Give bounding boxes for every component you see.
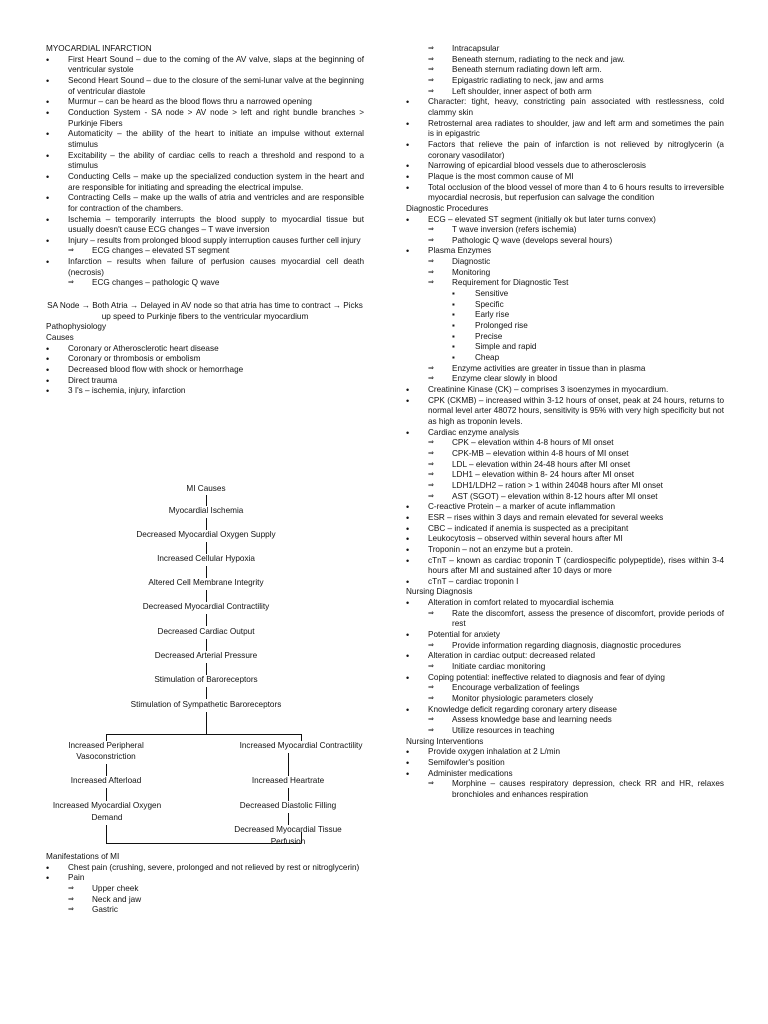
list-item: • Infarction – results when failure of perfusion causes myocardial cell death (necrosis) <box>46 257 364 278</box>
list-item: • CPK (CKMB) – increased within 3-12 hours of onset, peak at 24 hours, returns to normal level arter 48072 hours, sensitivity is 95% with very high specificity but not as high as troponin levels. <box>406 396 724 428</box>
flow-connector <box>106 734 107 741</box>
flow-node: Increased Heartrate <box>251 776 325 785</box>
list-item: • Narrowing of epicardial blood vessels due to atherosclerosis <box>406 161 724 172</box>
list-item: • Creatinine Kinase (CK) – comprises 3 isoenzymes in myocardium. <box>406 385 724 396</box>
list-subitem: ⇒ AST (SGOT) – elevation within 8-12 hours after MI onset <box>406 492 724 503</box>
list-subsubitem: ▪ Prolonged rise <box>406 321 724 332</box>
list-item: • Chest pain (crushing, severe, prolonged and not relieved by rest or nitroglycerin) <box>46 863 364 874</box>
list-subitem: ⇒ Upper cheek <box>46 884 364 895</box>
list-subitem: ⇒ LDH1/LDH2 – ration > 1 within 24048 hours after MI onset <box>406 481 724 492</box>
section-heading-manifestations: Manifestations of MI <box>46 852 120 861</box>
list-item: • ESR – rises within 3 days and remain elevated for several weeks <box>406 513 724 524</box>
list-item: • C-reactive Protein – a marker of acute inflammation <box>406 502 724 513</box>
list-subitem: ⇒ Rate the discomfort, assess the presence of discomfort, provide periods of rest <box>406 609 724 630</box>
list-subitem: ⇒ Requirement for Diagnostic Test <box>406 278 724 289</box>
list-item: • Conducting Cells – make up the specialized conduction system in the heart and are responsible for initiating and spreading the electrical impulse. <box>46 172 364 193</box>
list-subitem: ⇒ CPK-MB – elevation within 4-8 hours of MI onset <box>406 449 724 460</box>
list-subitem: ⇒ Enzyme activities are greater in tissue than in plasma <box>406 364 724 375</box>
list-subsubitem: ▪ Simple and rapid <box>406 342 724 353</box>
right-column <box>406 44 724 801</box>
list-item: • Injury – results from prolonged blood supply interruption causes further cell injury <box>46 236 364 247</box>
list-item: • cTnT – cardiac troponin I <box>406 577 724 588</box>
list-subitem: ⇒ Gastric <box>46 905 364 916</box>
list-item: • Leukocytosis – observed within several hours after MI <box>406 534 724 545</box>
list-item: • Alteration in cardiac output: decreased related <box>406 651 724 662</box>
list-item: • Second Heart Sound – due to the closure of the semi-lunar valve at the beginning of ventricular diastole <box>46 76 364 97</box>
list-item: • Semifowler's position <box>406 758 724 769</box>
list-subitem: ⇒ Morphine – causes respiratory depression, check RR and HR, relaxes bronchioles and enhances respiration <box>406 779 724 800</box>
list-subitem: ⇒ Beneath sternum radiating down left arm. <box>406 65 724 76</box>
page-title: MYOCARDIAL INFARCTION <box>46 44 152 53</box>
list-item: • Cardiac enzyme analysis <box>406 428 724 439</box>
list-item: • Coping potential: ineffective related to diagnosis and fear of dying <box>406 673 724 684</box>
list-item: • Knowledge deficit regarding coronary artery disease <box>406 705 724 716</box>
pain-sites-list <box>406 44 724 97</box>
list-subitem: ⇒ Monitoring <box>406 268 724 279</box>
list-subitem: ⇒ Diagnostic <box>406 257 724 268</box>
flow-connector <box>206 518 207 530</box>
causes-list <box>46 344 364 397</box>
list-subsubitem: ▪ Cheap <box>406 353 724 364</box>
list-item: • 3 I's – ischemia, injury, infarction <box>46 386 364 397</box>
list-item: • Decreased blood flow with shock or hemorrhage <box>46 365 364 376</box>
list-subitem: ⇒ Provide information regarding diagnosis, diagnostic procedures <box>406 641 724 652</box>
list-subitem: ⇒ Encourage verbalization of feelings <box>406 683 724 694</box>
section-heading-pathophysiology: Pathophysiology <box>46 322 107 332</box>
list-item: • ECG – elevated ST segment (initially ok but later turns convex) <box>406 215 724 226</box>
list-item: • Administer medications <box>406 769 724 780</box>
flow-node: Altered Cell Membrane Integrity <box>148 578 264 587</box>
flow-connector <box>288 753 289 776</box>
nursing-interventions-list <box>406 747 724 800</box>
list-item: • Character: tight, heavy, constricting pain associated with restlessness, cold clammy skin <box>406 97 724 118</box>
list-item: • Factors that relieve the pain of infarction is not relieved by nitroglycerin (a coronary vasodilator) <box>406 140 724 161</box>
flow-connector <box>288 788 289 801</box>
list-item: • Troponin – not an enzyme but a protein. <box>406 545 724 556</box>
flow-node: Stimulation of Baroreceptors <box>154 675 258 684</box>
list-subitem: ⇒ Pathologic Q wave (develops several hours) <box>406 236 724 247</box>
list-subitem: ⇒ Utilize resources in teaching <box>406 726 724 737</box>
list-subitem: ⇒ LDH1 – elevation within 8- 24 hours after MI onset <box>406 470 724 481</box>
flow-node: Demand <box>91 813 123 822</box>
list-item: • Pain <box>46 873 364 884</box>
flow-node: Vasoconstriction <box>76 752 136 761</box>
list-subitem: ⇒ CPK – elevation within 4-8 hours of MI onset <box>406 438 724 449</box>
flow-connector <box>106 788 107 801</box>
list-item: • cTnT – known as cardiac troponin T (cardiospecific polypeptide), rises within 3-4 hours after MI and sustained after 10 days or more <box>406 556 724 577</box>
flow-node: Increased Afterload <box>70 776 142 785</box>
list-item: • Alteration in comfort related to myocardial ischemia <box>406 598 724 609</box>
flow-connector <box>106 764 107 776</box>
flow-node: Perfusion <box>270 837 306 846</box>
flow-node: Decreased Cardiac Output <box>157 627 255 636</box>
list-subitem: ⇒ Epigastric radiating to neck, jaw and arms <box>406 76 724 87</box>
list-item: • Provide oxygen inhalation at 2 L/min <box>406 747 724 758</box>
list-item: • Potential for anxiety <box>406 630 724 641</box>
flow-connector <box>206 590 207 602</box>
list-subitem: ⇒ Intracapsular <box>406 44 724 55</box>
list-item: • Coronary or Atherosclerotic heart disease <box>46 344 364 355</box>
list-subitem: ⇒ Enzyme clear slowly in blood <box>406 374 724 385</box>
list-item: • Conduction System - SA node > AV node > left and right bundle branches > Purkinje Fibers <box>46 108 364 129</box>
flow-node: Myocardial Ischemia <box>168 506 244 515</box>
flow-node: Decreased Myocardial Contractility <box>142 602 270 611</box>
section-heading-diagnostic: Diagnostic Procedures <box>406 203 489 213</box>
flow-node: Increased Peripheral <box>68 741 144 750</box>
list-subsubitem: ▪ Sensitive <box>406 289 724 300</box>
list-item: • Coronary or thrombosis or embolism <box>46 354 364 365</box>
list-item: • Plasma Enzymes <box>406 246 724 257</box>
list-item: • Ischemia – temporarily interrupts the blood supply to myocardial tissue but usually doesn't cause ECG changes – T wave inversion <box>46 215 364 236</box>
flow-node: MI Causes <box>186 484 226 493</box>
list-item: • Direct trauma <box>46 376 364 387</box>
list-subsubitem: ▪ Early rise <box>406 310 724 321</box>
flow-node: Increased Myocardial Contractility <box>239 741 363 750</box>
flow-connector <box>206 663 207 675</box>
list-subitem: ⇒ Left shoulder, inner aspect of both arm <box>406 87 724 98</box>
manifestations-section <box>46 852 364 916</box>
list-item: • Total occlusion of the blood vessel of more than 4 to 6 hours results to irreversible myocardial necrosis, but reperfusion can salvage the condition <box>406 183 724 204</box>
flow-connector <box>301 734 302 741</box>
flow-node: Stimulation of Sympathetic Baroreceptors <box>130 700 282 709</box>
flow-connector <box>206 542 207 554</box>
list-item: • Retrosternal area radiates to shoulder, jaw and left arm and sometimes the pain is in epigastric <box>406 119 724 140</box>
list-subsubitem: ▪ Specific <box>406 300 724 311</box>
list-subitem: ⇒ LDL – elevation within 24-48 hours after MI onset <box>406 460 724 471</box>
list-subitem: ⇒ Monitor physiologic parameters closely <box>406 694 724 705</box>
list-subitem: ⇒ Assess knowledge base and learning needs <box>406 715 724 726</box>
list-subitem: ⇒ Beneath sternum, radiating to the neck and jaw. <box>406 55 724 66</box>
list-item: • Murmur – can be heard as the blood flows thru a narrowed opening <box>46 97 364 108</box>
flow-node: Decreased Myocardial Oxygen Supply <box>136 530 276 539</box>
conduction-path-text: SA Node → Both Atria → Delayed in AV node so that atria has time to contract → Picks up speed to Purkinje fibers to the ventricular myocardium <box>47 301 363 321</box>
list-item: • Automaticity – the ability of the heart to initiate an impulse without external stimulus <box>46 129 364 150</box>
list-subsubitem: ▪ Precise <box>406 332 724 343</box>
left-column <box>46 44 364 397</box>
flow-connector <box>106 825 107 843</box>
pain-character-list <box>406 97 724 204</box>
list-item: • Contracting Cells – make up the walls of atria and ventricles and are responsible for contraction of the chambers. <box>46 193 364 214</box>
list-subitem: ⇒ T wave inversion (refers ischemia) <box>406 225 724 236</box>
flow-node: Decreased Myocardial Tissue <box>234 825 342 834</box>
manifestations-list <box>46 863 364 916</box>
list-item: • CBC – indicated if anemia is suspected as a precipitant <box>406 524 724 535</box>
list-item: • Excitability – the ability of cardiac cells to reach a threshold and respond to a stimulus <box>46 151 364 172</box>
flow-connector <box>206 566 207 578</box>
nursing-diagnosis-list <box>406 598 724 737</box>
flow-connector <box>206 687 207 699</box>
flow-connector <box>206 614 207 626</box>
list-subitem: ⇒ ECG changes – pathologic Q wave <box>46 278 364 289</box>
mi-flowchart <box>46 484 366 854</box>
diagnostic-list <box>406 215 724 588</box>
flow-connector <box>206 639 207 651</box>
definitions-list <box>46 55 364 289</box>
flow-node: Increased Cellular Hypoxia <box>157 554 255 563</box>
flow-connector <box>288 813 289 825</box>
section-heading-nursing-interventions: Nursing Interventions <box>406 736 484 746</box>
section-heading-nursing-diagnosis: Nursing Diagnosis <box>406 587 473 597</box>
flow-connector <box>206 495 207 506</box>
flow-connector <box>106 734 301 735</box>
list-item: • Plaque is the most common cause of MI <box>406 172 724 183</box>
flow-connector <box>206 712 207 734</box>
flow-node: Increased Myocardial Oxygen <box>52 801 162 810</box>
flow-node: Decreased Arterial Pressure <box>154 651 258 660</box>
section-heading-causes: Causes <box>46 333 74 343</box>
list-subitem: ⇒ ECG changes – elevated ST segment <box>46 246 364 257</box>
list-subitem: ⇒ Initiate cardiac monitoring <box>406 662 724 673</box>
list-item: • First Heart Sound – due to the coming of the AV valve, slaps at the beginning of ventricular systole <box>46 55 364 76</box>
list-subitem: ⇒ Neck and jaw <box>46 895 364 906</box>
flow-node: Decreased Diastolic Filling <box>239 801 337 810</box>
